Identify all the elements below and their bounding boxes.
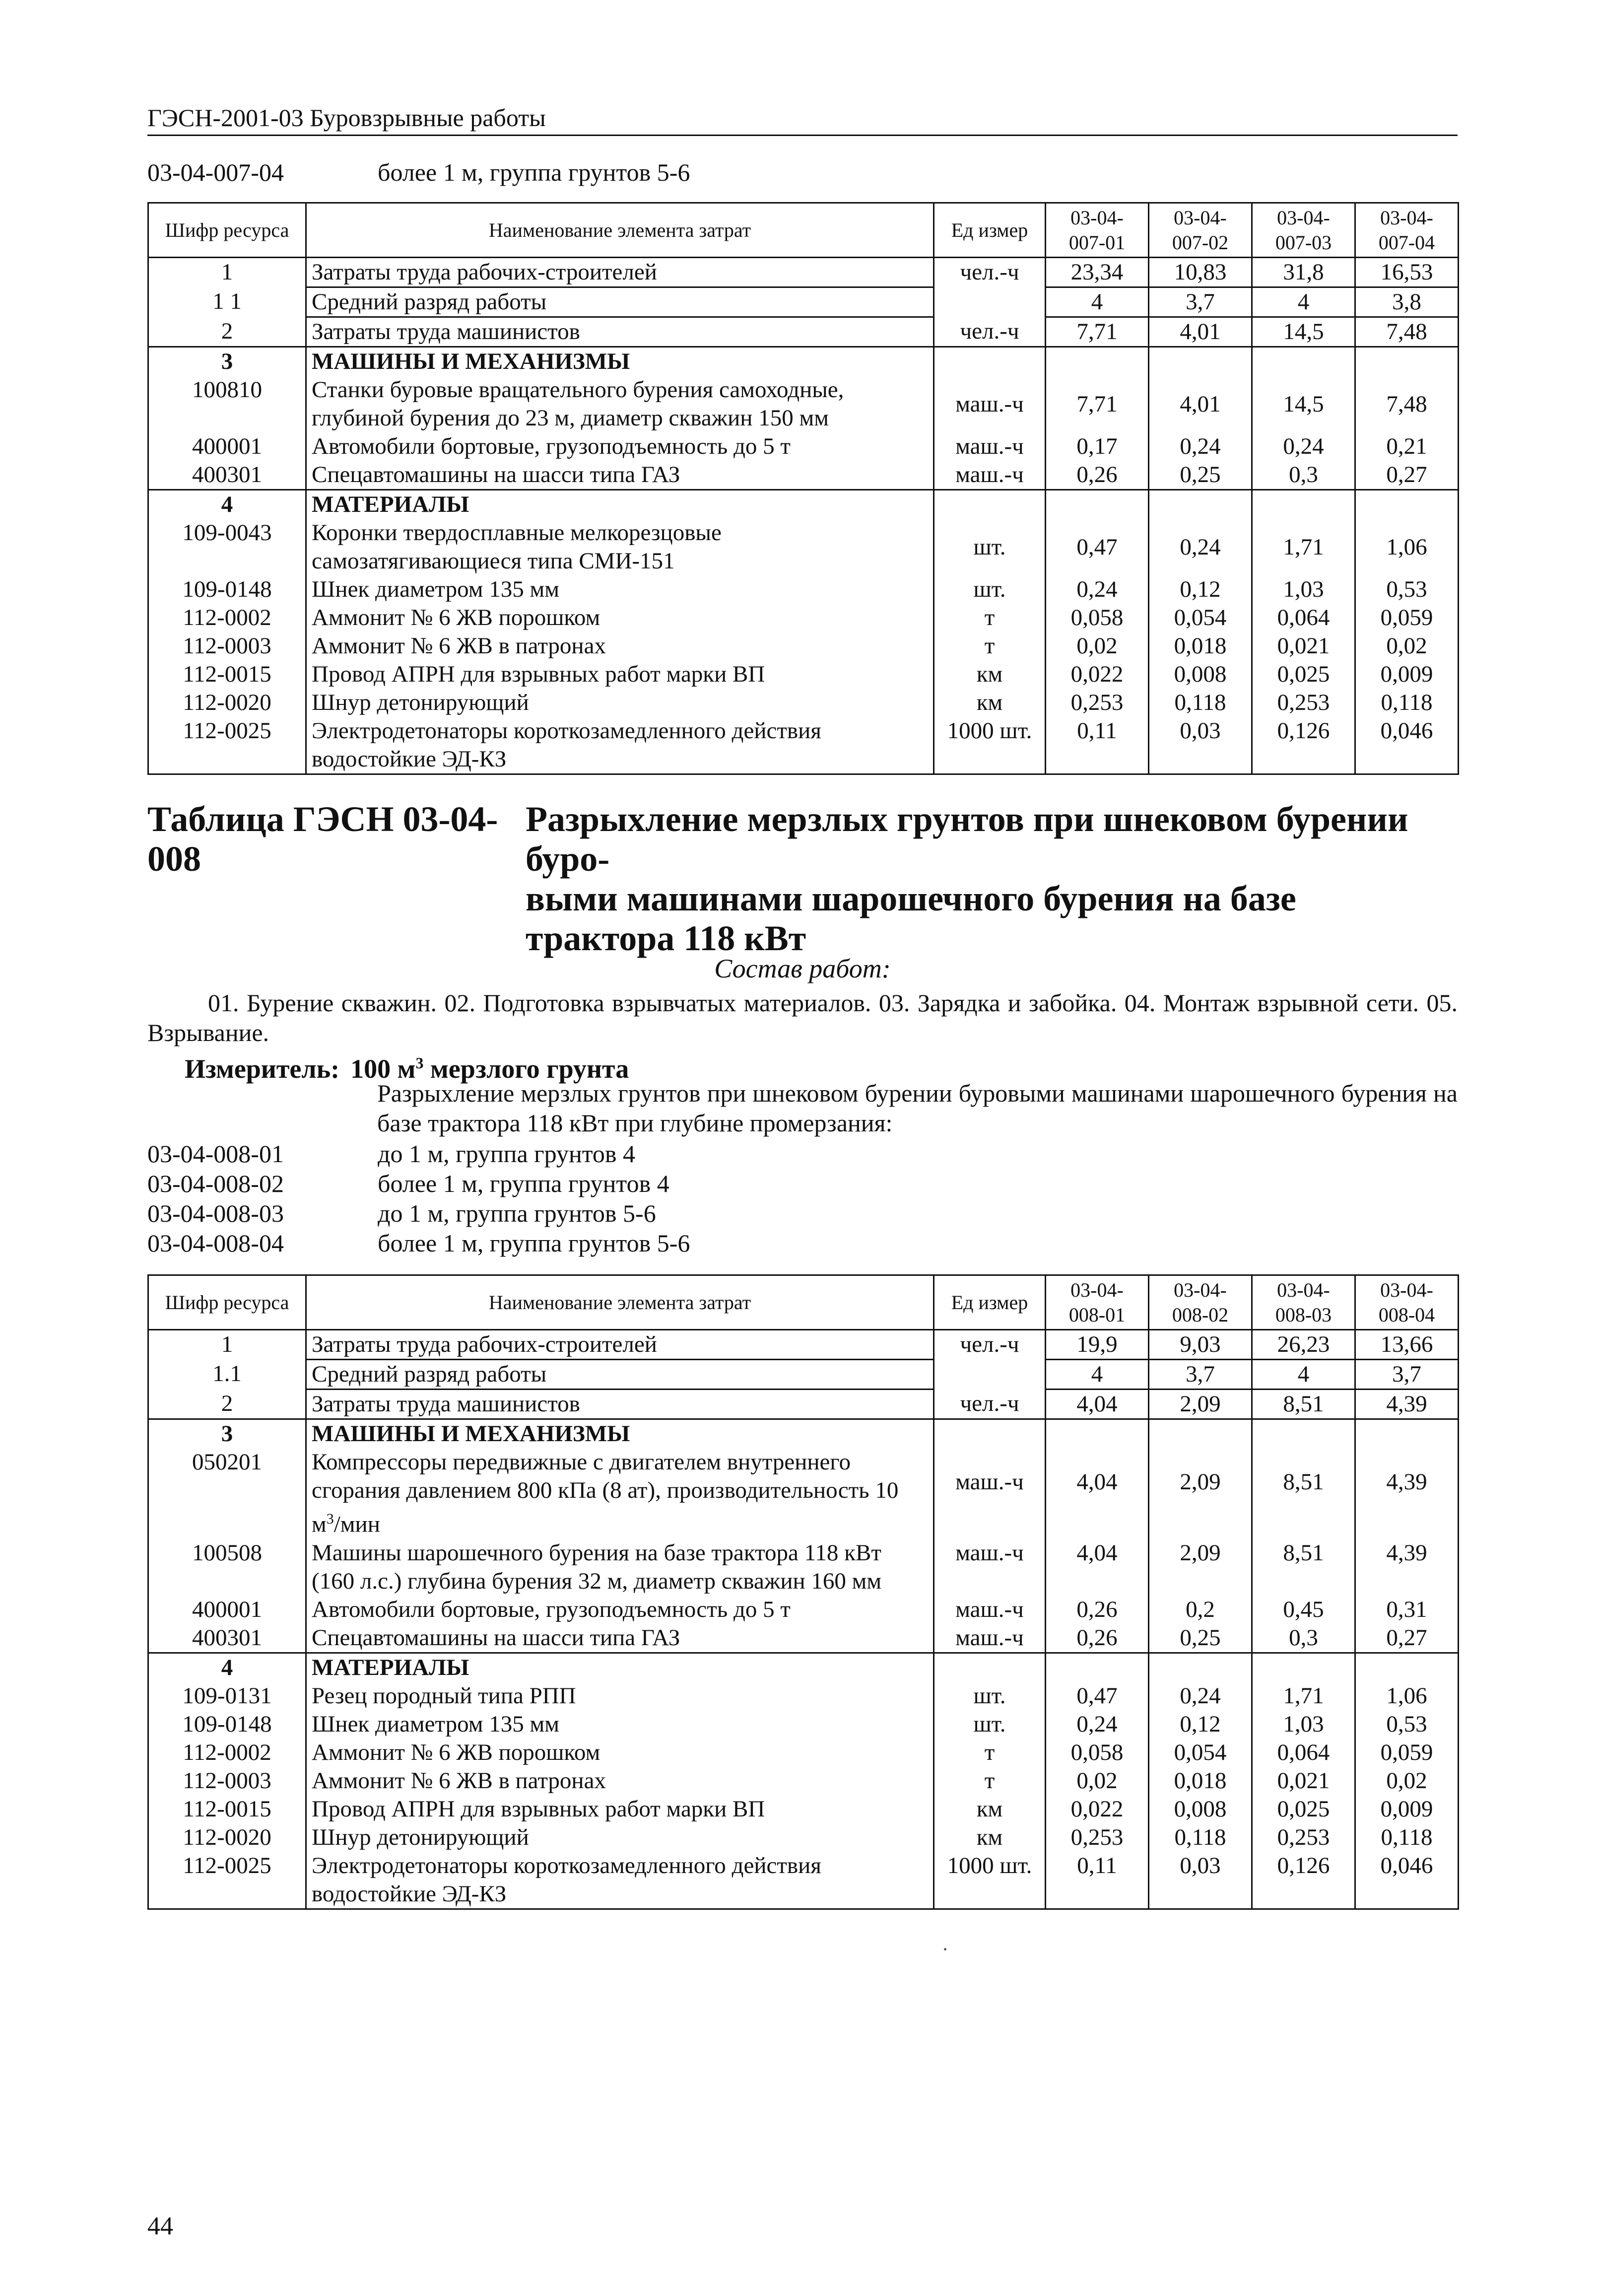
table-row bbox=[148, 660, 1459, 689]
table-row bbox=[148, 717, 1459, 774]
norm-value: 0,059 bbox=[1355, 1739, 1459, 1767]
header-resource-code: Шифр ресурса bbox=[148, 1275, 306, 1330]
variant-line bbox=[147, 1199, 656, 1228]
variant-code: 03-04-008-02 bbox=[147, 1170, 284, 1197]
norm-value: 3,7 bbox=[1149, 287, 1252, 317]
header-norm-col: 03-04- 007-03 bbox=[1252, 203, 1355, 258]
unit-cell: маш.-ч bbox=[934, 461, 1046, 490]
norm-value: 0,054 bbox=[1149, 604, 1252, 632]
norm-value: 3,7 bbox=[1149, 1360, 1252, 1390]
table-row bbox=[148, 1624, 1459, 1653]
element-name: Провод АПРН для взрывных работ марки ВП bbox=[306, 660, 934, 689]
norm-value: 1,03 bbox=[1252, 575, 1355, 604]
header-unit: Ед измер bbox=[934, 1275, 1046, 1330]
norm-value: 1,06 bbox=[1355, 519, 1459, 575]
norm-value: 0,064 bbox=[1252, 1739, 1355, 1767]
section-number: 3 bbox=[148, 1419, 306, 1449]
measure-value: 100 $м^3$ мерзлого грунта bbox=[350, 1054, 629, 1084]
unit-cell: чел.-ч bbox=[934, 258, 1046, 287]
table-row bbox=[148, 1682, 1459, 1710]
norm-value: 4 bbox=[1046, 1360, 1149, 1390]
section-number: 4 bbox=[148, 490, 306, 519]
norm-value: 0,27 bbox=[1355, 461, 1459, 490]
element-name: Шнур детонирующий bbox=[306, 689, 934, 717]
norm-value: 31,8 bbox=[1252, 258, 1355, 287]
table-row bbox=[148, 1596, 1459, 1624]
unit-cell: маш.-ч bbox=[934, 1624, 1046, 1653]
norm-value: 0,47 bbox=[1046, 519, 1149, 575]
element-name: Коронки твердосплавные мелкорезцовые самозатягивающиеся типа СМИ-151 bbox=[306, 519, 934, 575]
norm-value: 0,018 bbox=[1149, 1767, 1252, 1795]
norm-value: 0,02 bbox=[1355, 632, 1459, 660]
norm-value: 3,8 bbox=[1355, 287, 1459, 317]
header-norm-col: 03-04- 008-02 bbox=[1149, 1275, 1252, 1330]
norm-value: 0,24 bbox=[1149, 432, 1252, 461]
element-name: Затраты труда машинистов bbox=[306, 1390, 934, 1419]
norm-value: 0,126 bbox=[1252, 1852, 1355, 1909]
norm-value: 1,71 bbox=[1252, 519, 1355, 575]
table-title-rest: выми машинами шарошечного бурения на базе трактора 118 кВт bbox=[526, 879, 1296, 958]
table-row bbox=[148, 1852, 1459, 1909]
resource-code: 112-0003 bbox=[148, 1767, 306, 1795]
element-name: Станки буровые вращательного бурения самоходные, глубиной бурения до 23 м, диаметр скважин 150 мм bbox=[306, 376, 934, 432]
table-row bbox=[148, 1448, 1459, 1539]
resource-code: 112-0002 bbox=[148, 1739, 306, 1767]
element-name: Спецавтомашины на шасси типа ГАЗ bbox=[306, 1624, 934, 1653]
element-name: Аммонит № 6 ЖВ порошком bbox=[306, 604, 934, 632]
section-row bbox=[148, 347, 1459, 376]
header-norm-col: 03-04- 008-03 bbox=[1252, 1275, 1355, 1330]
norm-value: 0,31 bbox=[1355, 1596, 1459, 1624]
element-name: Спецавтомашины на шасси типа ГАЗ bbox=[306, 461, 934, 490]
table-row bbox=[148, 632, 1459, 660]
norm-value: 4,04 bbox=[1046, 1539, 1149, 1596]
element-name: Электродетонаторы короткозамедленного действия водостойкие ЭД-КЗ bbox=[306, 717, 934, 774]
norm-value: 13,66 bbox=[1355, 1330, 1459, 1360]
norm-value: 0,24 bbox=[1149, 1682, 1252, 1710]
header-element-name: Наименование элемента затрат bbox=[306, 1275, 934, 1330]
unit-cell: 1000 шт. bbox=[934, 717, 1046, 774]
norm-value: 8,51 bbox=[1252, 1539, 1355, 1596]
norm-value: 0,018 bbox=[1149, 632, 1252, 660]
norm-value: 2,09 bbox=[1149, 1390, 1252, 1419]
norm-value: 0,03 bbox=[1149, 717, 1252, 774]
variant-code: 03-04-008-04 bbox=[147, 1229, 284, 1257]
norm-value: 0,11 bbox=[1046, 717, 1149, 774]
norm-value: 14,5 bbox=[1252, 317, 1355, 347]
table-row bbox=[148, 317, 1459, 347]
header-norm-col: 03-04- 008-04 bbox=[1355, 1275, 1459, 1330]
section-row bbox=[148, 490, 1459, 519]
section-title: МАШИНЫ И МЕХАНИЗМЫ bbox=[306, 347, 934, 376]
norm-value: 0,27 bbox=[1355, 1624, 1459, 1653]
header-norm-col: 03-04- 008-01 bbox=[1046, 1275, 1149, 1330]
norm-value: 0,26 bbox=[1046, 461, 1149, 490]
resource-code: 2 bbox=[148, 1390, 306, 1419]
resource-code: 400001 bbox=[148, 1596, 306, 1624]
unit-cell: т bbox=[934, 604, 1046, 632]
norm-value: 1,71 bbox=[1252, 1682, 1355, 1710]
norm-value: 0,008 bbox=[1149, 660, 1252, 689]
norm-value: 19,9 bbox=[1046, 1330, 1149, 1360]
section-row bbox=[148, 1653, 1459, 1682]
norm-value: 0,022 bbox=[1046, 1795, 1149, 1823]
unit-cell: шт. bbox=[934, 575, 1046, 604]
norm-value: 0,009 bbox=[1355, 1795, 1459, 1823]
unit-cell: км bbox=[934, 1795, 1046, 1823]
table-row bbox=[148, 689, 1459, 717]
running-header: ГЭСН-2001-03 Буровзрывные работы bbox=[147, 102, 1458, 136]
norm-value: 4 bbox=[1252, 1360, 1355, 1390]
element-name: Электродетонаторы короткозамедленного действия водостойкие ЭД-КЗ bbox=[306, 1852, 934, 1909]
resource-code: 109-0148 bbox=[148, 575, 306, 604]
header-unit: Ед измер bbox=[934, 203, 1046, 258]
norm-value: 4,04 bbox=[1046, 1448, 1149, 1539]
header-norm-col: 03-04- 007-04 bbox=[1355, 203, 1459, 258]
unit-cell bbox=[934, 287, 1046, 317]
variant-code: 03-04-007-04 bbox=[147, 158, 284, 186]
table-row bbox=[148, 1795, 1459, 1823]
norm-value: 0,025 bbox=[1252, 660, 1355, 689]
variant-text: до 1 м, группа грунтов 4 bbox=[378, 1140, 636, 1168]
norm-value: 0,021 bbox=[1252, 1767, 1355, 1795]
table-row bbox=[148, 1823, 1459, 1852]
resource-code: 1 1 bbox=[148, 287, 306, 317]
norm-value: 0,02 bbox=[1046, 632, 1149, 660]
resource-code: 109-0148 bbox=[148, 1710, 306, 1739]
element-name: Автомобили бортовые, грузоподъемность до 5 т bbox=[306, 432, 934, 461]
norm-value: 4,01 bbox=[1149, 317, 1252, 347]
norm-value: 8,51 bbox=[1252, 1390, 1355, 1419]
resource-code: 400301 bbox=[148, 1624, 306, 1653]
element-name: Аммонит № 6 ЖВ порошком bbox=[306, 1739, 934, 1767]
norm-value: 0,24 bbox=[1252, 432, 1355, 461]
norm-value: 4 bbox=[1046, 287, 1149, 317]
norm-value: 0,53 bbox=[1355, 575, 1459, 604]
norm-value: 4,39 bbox=[1355, 1390, 1459, 1419]
resource-code: 112-0020 bbox=[148, 1823, 306, 1852]
norm-value: 0,064 bbox=[1252, 604, 1355, 632]
table-row bbox=[148, 604, 1459, 632]
variant-code: 03-04-008-01 bbox=[147, 1140, 284, 1168]
table-row bbox=[148, 1360, 1459, 1390]
element-name: Резец породный типа РПП bbox=[306, 1682, 934, 1710]
norm-value: 0,25 bbox=[1149, 1624, 1252, 1653]
variant-text: более 1 м, группа грунтов 4 bbox=[378, 1170, 669, 1197]
unit-cell: км bbox=[934, 1823, 1046, 1852]
norm-value: 2,09 bbox=[1149, 1448, 1252, 1539]
norm-value: 9,03 bbox=[1149, 1330, 1252, 1360]
element-name: Затраты труда рабочих-строителей bbox=[306, 1330, 934, 1360]
norm-value: 4,39 bbox=[1355, 1539, 1459, 1596]
unit-cell: маш.-ч bbox=[934, 1448, 1046, 1539]
resource-code: 050201 bbox=[148, 1448, 306, 1539]
norm-value: 0,3 bbox=[1252, 461, 1355, 490]
variant-line bbox=[147, 1139, 635, 1168]
norm-value: 0,059 bbox=[1355, 604, 1459, 632]
norm-value: 8,51 bbox=[1252, 1448, 1355, 1539]
table-row bbox=[148, 1539, 1459, 1596]
unit-cell: 1000 шт. bbox=[934, 1852, 1046, 1909]
norms-table-007 bbox=[147, 202, 1459, 775]
element-name: Машины шарошечного бурения на базе трактора 118 кВт (160 л.с.) глубина бурения 32 м, диаметр скважин 160 мм bbox=[306, 1539, 934, 1596]
unit-cell: чел.-ч bbox=[934, 1390, 1046, 1419]
element-name: Средний разряд работы bbox=[306, 287, 934, 317]
resource-code: 109-0043 bbox=[148, 519, 306, 575]
norm-value: 26,23 bbox=[1252, 1330, 1355, 1360]
norm-value: 0,008 bbox=[1149, 1795, 1252, 1823]
element-name: Автомобили бортовые, грузоподъемность до 5 т bbox=[306, 1596, 934, 1624]
norm-value: 0,009 bbox=[1355, 660, 1459, 689]
norm-value: 0,25 bbox=[1149, 461, 1252, 490]
unit-cell: т bbox=[934, 1767, 1046, 1795]
resource-code: 109-0131 bbox=[148, 1682, 306, 1710]
norm-value: 0,24 bbox=[1046, 1710, 1149, 1739]
resource-code: 1 bbox=[148, 1330, 306, 1360]
norm-value: 0,118 bbox=[1355, 689, 1459, 717]
norm-value: 0,17 bbox=[1046, 432, 1149, 461]
resource-code: 112-0015 bbox=[148, 660, 306, 689]
norm-value: 0,24 bbox=[1046, 575, 1149, 604]
resource-code: 1 bbox=[148, 258, 306, 287]
resource-code: 112-0025 bbox=[148, 1852, 306, 1909]
works-composition-text: 01. Бурение скважин. 02. Подготовка взрывчатых материалов. 03. Зарядка и забойка. 04. Монтаж взрывной сети. 05. Взрывание. bbox=[147, 989, 1458, 1046]
table-row bbox=[148, 519, 1459, 575]
resource-code: 112-0020 bbox=[148, 689, 306, 717]
norm-value: 0,253 bbox=[1252, 689, 1355, 717]
table-row bbox=[148, 1710, 1459, 1739]
norm-value: 0,118 bbox=[1149, 689, 1252, 717]
norm-value: 0,253 bbox=[1252, 1823, 1355, 1852]
resource-code: 112-0002 bbox=[148, 604, 306, 632]
unit-cell: маш.-ч bbox=[934, 432, 1046, 461]
resource-code: 100508 bbox=[148, 1539, 306, 1596]
unit-cell: т bbox=[934, 632, 1046, 660]
variant-line bbox=[147, 158, 690, 187]
section-title: МАТЕРИАЛЫ bbox=[306, 1653, 934, 1682]
measure-label: Измеритель: bbox=[185, 1054, 340, 1084]
resource-code: 112-0015 bbox=[148, 1795, 306, 1823]
norm-value: 0,253 bbox=[1046, 689, 1149, 717]
norm-value: 0,45 bbox=[1252, 1596, 1355, 1624]
table-row bbox=[148, 258, 1459, 287]
element-name: Средний разряд работы bbox=[306, 1360, 934, 1390]
norm-value: 0,12 bbox=[1149, 1710, 1252, 1739]
norm-value: 3,7 bbox=[1355, 1360, 1459, 1390]
norm-value: 0,26 bbox=[1046, 1624, 1149, 1653]
unit-cell: маш.-ч bbox=[934, 376, 1046, 432]
norm-value: 1,06 bbox=[1355, 1682, 1459, 1710]
norm-value: 7,71 bbox=[1046, 317, 1149, 347]
element-name: Компрессоры передвижные с двигателем внутреннего сгорания давлением 800 кПа (8 ат), производительность 10 $м^3$/мин bbox=[306, 1448, 934, 1539]
header-norm-col: 03-04- 007-02 bbox=[1149, 203, 1252, 258]
variant-text: до 1 м, группа грунтов 5-6 bbox=[378, 1199, 656, 1227]
norm-value: 0,118 bbox=[1149, 1823, 1252, 1852]
norm-value: 4,01 bbox=[1149, 376, 1252, 432]
resource-code: 1.1 bbox=[148, 1360, 306, 1390]
element-name: Провод АПРН для взрывных работ марки ВП bbox=[306, 1795, 934, 1823]
table-row bbox=[148, 575, 1459, 604]
table-title-line-1: Разрыхление мерзлых грунтов при шнековом бурении буро- bbox=[526, 799, 1408, 879]
norm-value: 4 bbox=[1252, 287, 1355, 317]
section-title: МАТЕРИАЛЫ bbox=[306, 490, 934, 519]
resource-code: 112-0003 bbox=[148, 632, 306, 660]
norm-value: 4,04 bbox=[1046, 1390, 1149, 1419]
unit-cell: маш.-ч bbox=[934, 1539, 1046, 1596]
norm-value: 0,11 bbox=[1046, 1852, 1149, 1909]
resource-code: 100810 bbox=[148, 376, 306, 432]
variant-text: более 1 м, группа грунтов 5-6 bbox=[378, 1229, 690, 1257]
page-number: 44 bbox=[147, 2212, 173, 2240]
works-composition-title: Состав работ: bbox=[714, 954, 891, 983]
norm-value: 0,046 bbox=[1355, 1852, 1459, 1909]
variant-text: более 1 м, группа грунтов 5-6 bbox=[378, 158, 690, 186]
norm-description: Разрыхление мерзлых грунтов при шнековом бурении буровыми машинами шарошечного бурения на базе трактора 118 кВт при глубине промерзания: bbox=[377, 1079, 1458, 1137]
element-name: Затраты труда машинистов bbox=[306, 317, 934, 347]
norm-value: 7,48 bbox=[1355, 376, 1459, 432]
norm-value: 0,025 bbox=[1252, 1795, 1355, 1823]
norm-value: 0,47 bbox=[1046, 1682, 1149, 1710]
norm-value: 0,126 bbox=[1252, 717, 1355, 774]
section-number: 4 bbox=[148, 1653, 306, 1682]
unit-cell: шт. bbox=[934, 1682, 1046, 1710]
section-title: МАШИНЫ И МЕХАНИЗМЫ bbox=[306, 1419, 934, 1449]
resource-code: 400001 bbox=[148, 432, 306, 461]
section-row bbox=[148, 1419, 1459, 1449]
norm-value: 10,83 bbox=[1149, 258, 1252, 287]
norm-value: 16,53 bbox=[1355, 258, 1459, 287]
table-row bbox=[148, 1739, 1459, 1767]
header-resource-code: Шифр ресурса bbox=[148, 203, 306, 258]
variant-code: 03-04-008-03 bbox=[147, 1199, 284, 1227]
element-name: Аммонит № 6 ЖВ в патронах bbox=[306, 1767, 934, 1795]
table-row bbox=[148, 432, 1459, 461]
unit-cell bbox=[934, 1360, 1046, 1390]
unit-cell: шт. bbox=[934, 1710, 1046, 1739]
header-element-name: Наименование элемента затрат bbox=[306, 203, 934, 258]
norm-value: 0,26 bbox=[1046, 1596, 1149, 1624]
norm-value: 0,118 bbox=[1355, 1823, 1459, 1852]
table-row bbox=[148, 1330, 1459, 1360]
resource-code: 2 bbox=[148, 317, 306, 347]
element-name: Шнек диаметром 135 мм bbox=[306, 1710, 934, 1739]
header-norm-col: 03-04- 007-01 bbox=[1046, 203, 1149, 258]
norm-value: 0,02 bbox=[1046, 1767, 1149, 1795]
norm-value: 23,34 bbox=[1046, 258, 1149, 287]
resource-code: 112-0025 bbox=[148, 717, 306, 774]
norm-value: 0,021 bbox=[1252, 632, 1355, 660]
table-heading bbox=[147, 799, 1458, 958]
norm-value: 1,03 bbox=[1252, 1710, 1355, 1739]
norm-value: 7,48 bbox=[1355, 317, 1459, 347]
norm-value: 2,09 bbox=[1149, 1539, 1252, 1596]
unit-cell: шт. bbox=[934, 519, 1046, 575]
resource-code: 400301 bbox=[148, 461, 306, 490]
unit-cell: км bbox=[934, 660, 1046, 689]
norm-value: 0,046 bbox=[1355, 717, 1459, 774]
norm-value: 0,058 bbox=[1046, 1739, 1149, 1767]
norm-value: 0,12 bbox=[1149, 575, 1252, 604]
variant-line bbox=[147, 1229, 690, 1257]
norm-value: 0,24 bbox=[1149, 519, 1252, 575]
element-name: Шнек диаметром 135 мм bbox=[306, 575, 934, 604]
norm-value: 0,03 bbox=[1149, 1852, 1252, 1909]
norms-table-008 bbox=[147, 1274, 1459, 1910]
scan-dot bbox=[944, 1948, 946, 1950]
norm-value: 0,022 bbox=[1046, 660, 1149, 689]
norm-value: 0,02 bbox=[1355, 1767, 1459, 1795]
element-name: Шнур детонирующий bbox=[306, 1823, 934, 1852]
norm-value: 7,71 bbox=[1046, 376, 1149, 432]
norm-value: 0,058 bbox=[1046, 604, 1149, 632]
table-label: Таблица ГЭСН 03-04-008 bbox=[147, 799, 498, 879]
element-name: Аммонит № 6 ЖВ в патронах bbox=[306, 632, 934, 660]
element-name: Затраты труда рабочих-строителей bbox=[306, 258, 934, 287]
table-row bbox=[148, 376, 1459, 432]
unit-cell: чел.-ч bbox=[934, 317, 1046, 347]
norm-value: 0,21 bbox=[1355, 432, 1459, 461]
unit-cell: маш.-ч bbox=[934, 1596, 1046, 1624]
unit-cell: чел.-ч bbox=[934, 1330, 1046, 1360]
norm-value: 0,2 bbox=[1149, 1596, 1252, 1624]
table-row bbox=[148, 1390, 1459, 1419]
variant-line bbox=[147, 1169, 669, 1198]
norm-value: 0,53 bbox=[1355, 1710, 1459, 1739]
unit-cell: км bbox=[934, 689, 1046, 717]
table-row bbox=[148, 461, 1459, 490]
section-number: 3 bbox=[148, 347, 306, 376]
norm-value: 0,253 bbox=[1046, 1823, 1149, 1852]
unit-cell: т bbox=[934, 1739, 1046, 1767]
table-row bbox=[148, 1767, 1459, 1795]
norm-value: 14,5 bbox=[1252, 376, 1355, 432]
norm-value: 4,39 bbox=[1355, 1448, 1459, 1539]
norm-value: 0,054 bbox=[1149, 1739, 1252, 1767]
table-row bbox=[148, 287, 1459, 317]
norm-value: 0,3 bbox=[1252, 1624, 1355, 1653]
